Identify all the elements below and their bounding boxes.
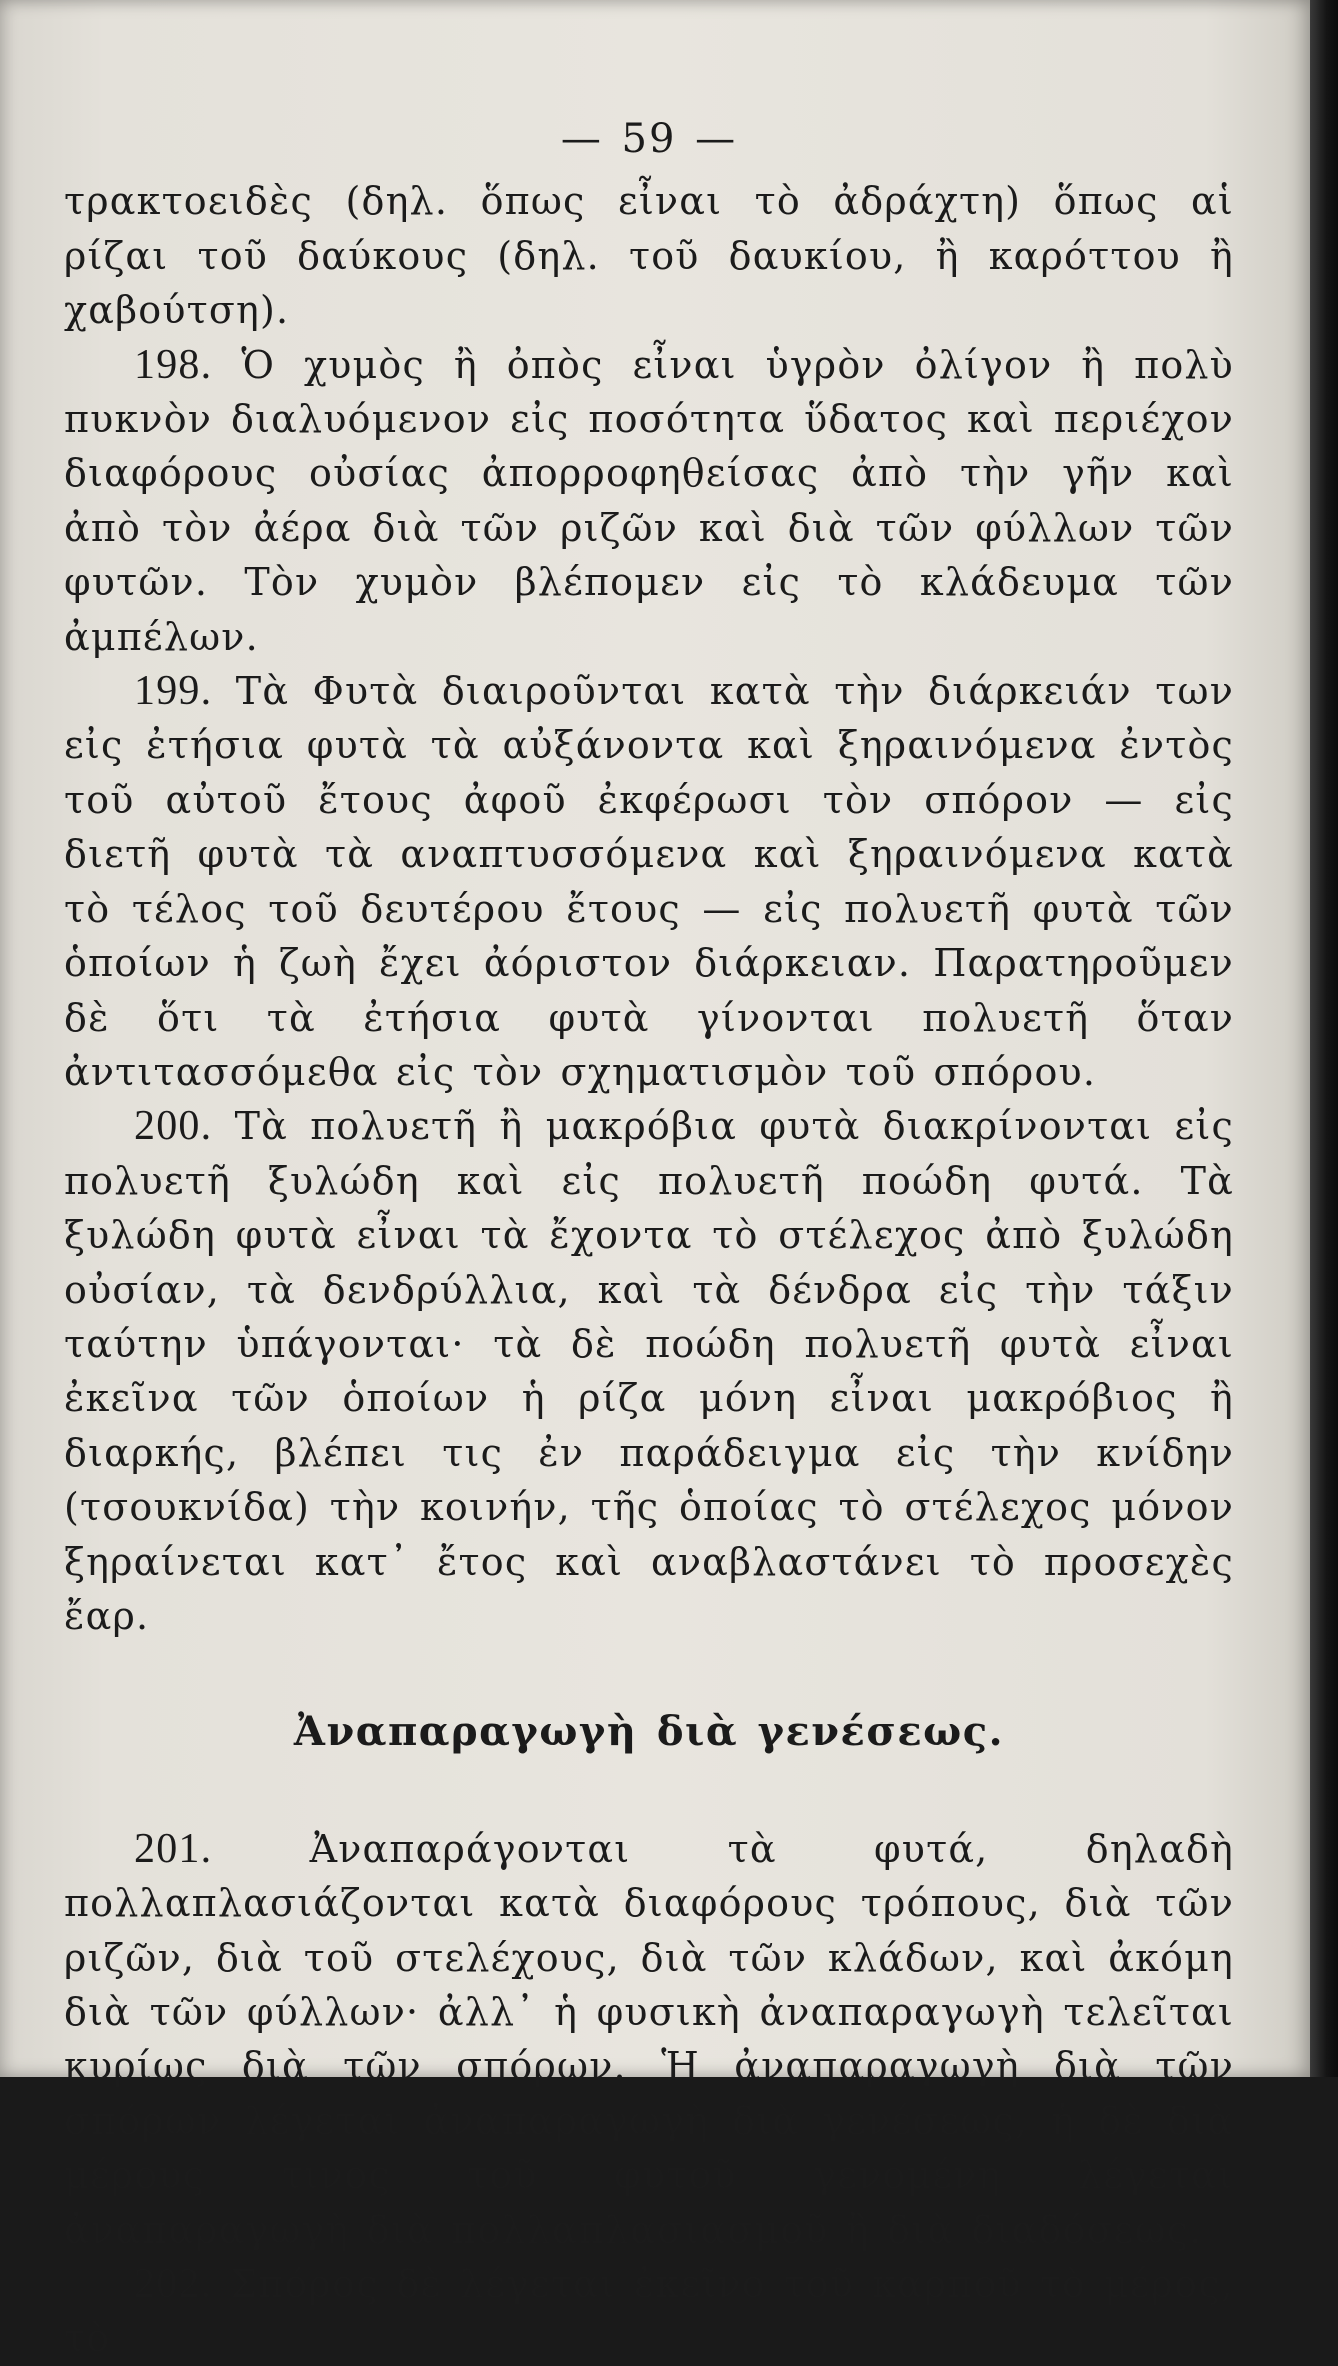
paragraph-number: 199. <box>134 668 213 715</box>
paragraph-body: Ὁ χυμὸς ἢ ὀπὸς εἶναι ὑγρὸν ὀλίγον ἢ πολὺ πυκνὸν διαλυόμενον εἰς ποσότητα ὕδατος καὶ περιέχον διαφόρους οὐσίας ἀπορροφηθείσας ἀπὸ τὴν γῆν καὶ ἀπὸ τὸν ἀέρα διὰ τῶν ριζῶν καὶ διὰ τῶν φύλλων τῶν φυτῶν. Τὸν χυμὸν βλέπομεν εἰς τὸ κλάδευμα τῶν ἀμπέλων. <box>64 342 1234 659</box>
paragraph-number: 200. <box>134 1103 213 1150</box>
paragraph-201 <box>64 1822 1234 2257</box>
paragraph-number: 201. <box>134 1825 213 1872</box>
paragraph-198 <box>64 338 1234 664</box>
continuation-text: τρακτοειδὲς (δηλ. ὅπως εἶναι τὸ ἀδράχτη) ὅπως αἱ ρίζαι τοῦ δαύκους (δηλ. τοῦ δαυκίου, ἢ καρόττου ἢ χαβούτση). <box>64 179 1234 333</box>
page-edge-shadow <box>1310 0 1338 2077</box>
paragraph-number: 202. <box>134 2261 213 2308</box>
paragraph-number: 198. <box>134 341 213 388</box>
paragraph-200 <box>64 1099 1234 1643</box>
paragraph-body: Σπόρος δὲ λέγεται ἐκεῖνο τοῦ καρποῦ τὸ μέρος, τὸ <box>64 2262 1234 2361</box>
page-number: — 59 — <box>560 116 738 162</box>
paragraph-202 <box>64 2257 1234 2366</box>
paragraph-199 <box>64 664 1234 1099</box>
page-text <box>64 112 1234 2366</box>
paragraph-body: Ἀναπαράγονται τὰ φυτά, δηλαδὴ πολλαπλασιάζονται κατὰ διαφόρους τρόπους, διὰ τῶν ριζῶν, διὰ τοῦ στελέχους, διὰ τῶν κλάδων, καὶ ἀκόμη διὰ τῶν φύλλων· ἀλλ᾽ ἡ φυσικὴ ἀναπαραγωγὴ τελεῖται κυρίως διὰ τῶν σπόρων. Ἡ ἀναπαραγωγὴ διὰ τῶν σπόρων λέγεται ἀναπαραγωγὴ διὰ γενέσεως, ἡ δὲ διὰ μέρους τινος τοῦ φυτοῦ γενομένη λέγεται ἀναπαραγωγὴ διὰ πολλαπλασιασμοῦ ἢ διὰ διαδόσεως. <box>64 1826 1234 2252</box>
paragraph-body: Τὰ Φυτὰ διαιροῦνται κατὰ τὴν διάρκειάν των εἰς ἐτήσια φυτὰ τὰ αὐξάνοντα καὶ ξηραινόμενα ἐντὸς τοῦ αὐτοῦ ἔτους ἀφοῦ ἐκφέρωσι τὸν σπόρον — εἰς διετῆ φυτὰ τὰ αναπτυσσόμενα καὶ ξηραινόμενα κατὰ τὸ τέλος τοῦ δευτέρου ἔτους — εἰς πολυετῆ φυτὰ τῶν ὁποίων ἡ ζωὴ ἔχει ἀόριστον διάρκειαν. Παρατηροῦμεν δὲ ὅτι τὰ ἐτήσια φυτὰ γίνονται πολυετῆ ὅταν ἀντιτασσόμεθα εἰς τὸν σχηματισμὸν τοῦ σπόρου. <box>64 669 1234 1094</box>
section-heading: Ἀναπαραγωγὴ διὰ γενέσεως. <box>293 1708 1005 1756</box>
paragraph-body: Τὰ πολυετῆ ἢ μακρόβια φυτὰ διακρίνονται εἰς πολυετῆ ξυλώδη καὶ εἰς πολυετῆ ποώδη φυτά. Τὰ ξυλώδη φυτὰ εἶναι τὰ ἔχοντα τὸ στέλεχος ἀπὸ ξυλώδη οὐσίαν, τὰ δενδρύλλια, καὶ τὰ δένδρα εἰς τὴν τάξιν ταύτην ὑπάγονται· τὰ δὲ ποώδη πολυετῆ φυτὰ εἶναι ἐκεῖνα τῶν ὁποίων ἡ ρίζα μόνη εἶναι μακρόβιος ἢ διαρκής, βλέπει τις ἐν παράδειγμα εἰς τὴν κνίδην (τσουκνίδα) τὴν κοινήν, τῆς ὁποίας τὸ στέλεχος μόνον ξηραίνεται κατ᾽ ἔτος καὶ αναβλαστάνει τὸ προσεχὲς ἔαρ. <box>64 1104 1234 1638</box>
